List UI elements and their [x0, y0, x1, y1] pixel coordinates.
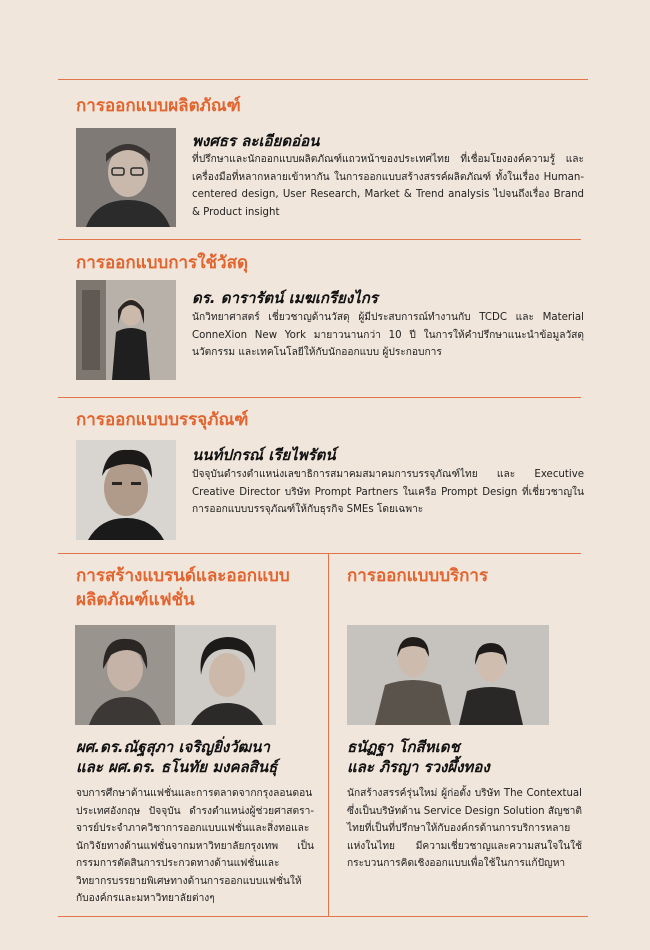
name-fashion-line2: และ ผศ.ดร. ธโนทัย มงคลสินธุ์ — [76, 758, 278, 776]
name-service-line1: ธนัฏฐา โกสีหเดช — [347, 738, 460, 756]
bio-packaging-director: ปัจจุบันดำรงตำแหน่งเลขาธิการสมาคมสมาคมการบรรจุภัณฑ์ไทย และ Executive Creative Director บริษัท Prompt Partners ในเครือ Prompt Design ที่เชี่ยวชาญในการออกแบบบรรจุภัณฑ์ให้กับธุรกิจ SMEs โดยเฉพาะ — [192, 469, 584, 515]
top-divider — [58, 79, 588, 80]
name-service-duo — [347, 737, 490, 777]
name-packaging-director: นนท์ปกรณ์ เรียไพรัตน์ — [192, 446, 336, 464]
name-fashion-line1: ผศ.ดร.ณัฐสุภา เจริญยิ่งวัฒนา — [76, 738, 270, 756]
bio-product-designer: ที่ปรึกษาและนักออกแบบผลิตภัณฑ์แถวหน้าของประเทศไทย ที่เชื่อมโยงองค์ความรู้ และเครื่องมือที่หลากหลายเข้าหากัน ในการออกแบบสร้างสรรค์ผลิตภัณฑ์ ทั้งในเรื่อง Human-centered design, User Research, Market & Trend analysis ไปจนถึงเรื่อง Brand & Product insight — [192, 154, 584, 218]
section-title-fashion-line1: การสร้างแบรนด์และออกแบบ — [76, 566, 290, 586]
section-title-fashion-line2: ผลิตภัณฑ์แฟชั่น — [76, 590, 195, 610]
portrait-packaging-director — [76, 440, 176, 540]
portrait-product-designer — [76, 128, 176, 227]
section-title-product: การออกแบบผลิตภัณฑ์ — [76, 96, 241, 116]
name-service-line2: และ ภิรญา รวงผึ้งทอง — [347, 758, 490, 776]
divider-1 — [58, 239, 581, 240]
divider-3 — [58, 553, 581, 554]
bio-material-scientist: นักวิทยาศาสตร์ เชี่ยวชาญด้านวัสดุ ผู้มีประสบการณ์ทำงานกับ TCDC และ Material ConneXion New York มายาวนานกว่า 10 ปี ในการให้คำปรึกษาแนะนำข้อมูลวัสดุนวัตกรรม และเทคโนโลยีให้กับนักออกแบบ ผู้ประกอบการ — [192, 312, 584, 358]
bio-fashion-duo: จบการศึกษาด้านแฟชั่นและการตลาดจากกรุงลอนดอน ประเทศอังกฤษ ปัจจุบัน ดำรงตำแหน่งผู้ช่วยศาสตรา-จารย์ประจำภาควิชาการออกแบบแฟชั่นและสิ่งทอและนักวิจัยทางด้านแฟชั่นจากมหาวิทยาลัยกรุงเทพ เป็นกรรมการตัดสินการประกวดทางด้านแฟชั่นและวิทยากรบรรยายพิเศษทางด้านการออกแบบแฟชั่นให้กับองค์กรและมหาวิทยาลัยต่างๆ — [76, 788, 314, 904]
name-product-designer: พงศธร ละเอียดอ่อน — [192, 132, 320, 150]
divider-2 — [58, 397, 581, 398]
bio-service-duo: นักสร้างสรรค์รุ่นใหม่ ผู้ก่อตั้ง บริษัท The Contextual ซึ่งเป็นบริษัทด้าน Service Design Solution สัญชาติไทยที่เป็นที่ปรึกษาให้กับองค์กรด้านการบริการหลายแห่งในไทย มีความเชี่ยวชาญและความสนใจในใช้กระบวนการคิดเชิงออกแบบเพื่อใช้ในการแก้ปัญหา — [347, 788, 582, 869]
section-title-fashion — [76, 564, 290, 612]
section-title-service: การออกแบบบริการ — [347, 566, 489, 586]
column-divider — [328, 553, 329, 916]
portrait-fashion-duo — [75, 625, 276, 725]
name-material-scientist: ดร. ดารารัตน์ เมฆเกรียงไกร — [192, 289, 378, 307]
section-title-packaging: การออกแบบบรรจุภัณฑ์ — [76, 410, 249, 430]
portrait-material-scientist — [76, 280, 176, 380]
bottom-divider — [58, 916, 588, 917]
portrait-service-duo — [347, 625, 549, 725]
name-fashion-duo — [76, 737, 277, 777]
section-title-material: การออกแบบการใช้วัสดุ — [76, 253, 248, 273]
